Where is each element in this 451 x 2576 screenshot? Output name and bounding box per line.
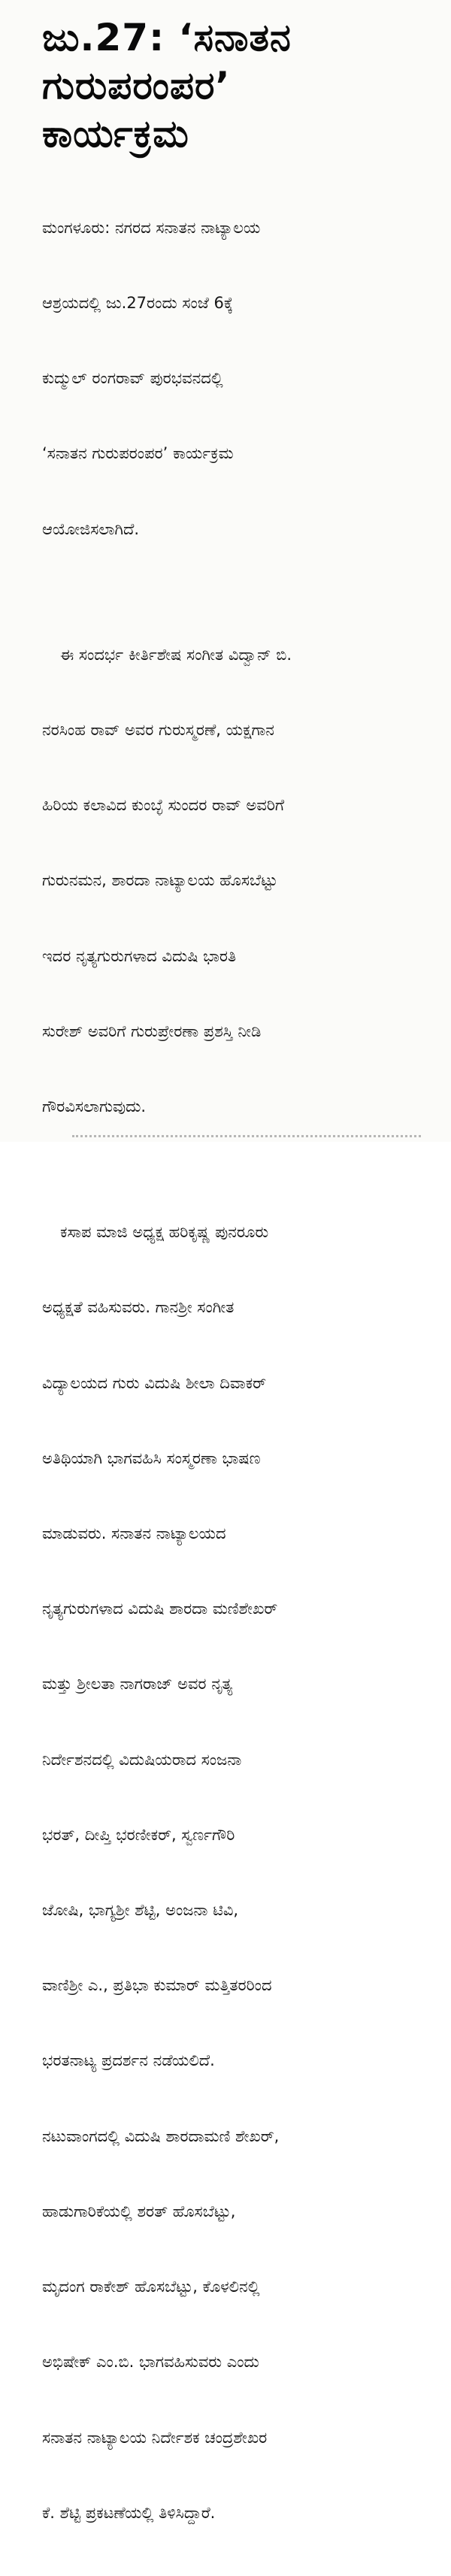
body-line: ವಿದ್ಯಾಲಯದ ಗುರು ವಿದುಷಿ ಶೀಲಾ ದಿವಾಕರ್ <box>42 1373 267 1392</box>
body-line: ಅತಿಥಿಯಾಗಿ ಭಾಗವಹಿಸಿ ಸಂಸ್ಮರಣಾ ಭಾಷಣ <box>42 1448 261 1467</box>
body-line: ಕೆ. ಶೆಟ್ಟಿ ಪ್ರಕಟಣೆಯಲ್ಲಿ ತಿಳಿಸಿದ್ದಾರೆ. <box>42 2503 216 2522</box>
article-body <box>42 165 422 2576</box>
body-line: ಆಯೋಜಿಸಲಾಗಿದೆ. <box>42 519 140 538</box>
body-line: ಹಾಡುಗಾರಿಕೆಯಲ್ಲಿ ಶರತ್ ಹೊಸಬೆಟ್ಟು, <box>42 2202 236 2220</box>
body-line: ನಟುವಾಂಗದಲ್ಲಿ ವಿದುಷಿ ಶಾರದಾಮಣಿ ಶೇಖರ್, <box>42 2126 280 2145</box>
cropped-next-article-edge <box>72 1135 421 1142</box>
body-line: ಮತ್ತು ಶ್ರೀಲತಾ ನಾಗರಾಜ್ ಅವರ ನೃತ್ಯ <box>42 1675 233 1694</box>
paragraph-programme <box>42 1170 422 2576</box>
body-line: ಗುರುನಮನ, ಶಾರದಾ ನಾಟ್ಯಾಲಯ ಹೊಸಬೆಟ್ಟು <box>42 871 278 890</box>
paragraph-honours <box>42 592 422 1170</box>
body-line: ಕುದ್ಮುಲ್ ರಂಗರಾವ್ ಪುರಭವನದಲ್ಲಿ <box>42 369 223 388</box>
body-line: ಗೌರವಿಸಲಾಗುವುದು. <box>42 1097 147 1116</box>
body-line: ನಿರ್ದೇಶನದಲ್ಲಿ ವಿದುಷಿಯರಾದ ಸಂಜನಾ <box>42 1750 242 1769</box>
body-line: ಸನಾತನ ನಾಟ್ಯಾಲಯ ನಿರ್ದೇಶಕ ಚಂದ್ರಶೇಖರ <box>42 2428 268 2447</box>
body-line: ಭರತ್, ದೀಪ್ತಿ ಭರಣೀಕರ್, ಸ್ವರ್ಣಗೌರಿ <box>42 1825 235 1844</box>
body-line: ನರಸಿಂಹ ರಾವ್ ಅವರ ಗುರುಸ್ಮರಣೆ, ಯಕ್ಷಗಾನ <box>42 720 274 739</box>
body-line: ಅಧ್ಯಕ್ಷತೆ ವಹಿಸುವರು. ಗಾನಶ್ರೀ ಸಂಗೀತ <box>42 1298 235 1317</box>
headline-line-2: ಗುರುಪರಂಪರ’ <box>42 64 231 107</box>
body-line: ಇದರ ನೃತ್ಯಗುರುಗಳಾದ ವಿದುಷಿ ಭಾರತಿ <box>42 946 237 965</box>
body-line: ಭರತನಾಟ್ಯ ಪ್ರದರ್ಶನ ನಡೆಯಲಿದೆ. <box>42 2051 215 2070</box>
headline-line-3: ಕಾರ್ಯಕ್ರಮ <box>42 112 189 156</box>
body-line: ಅಭಿಷೇಕ್ ಎಂ.ಬಿ. ಭಾಗವಹಿಸುವರು ಎಂದು <box>42 2353 259 2372</box>
body-line: ವಾಣಿಶ್ರೀ ಎ., ಪ್ರತಿಭಾ ಕುಮಾರ್ ಮತ್ತಿತರರಿಂದ <box>42 1976 272 1995</box>
body-line: ಆಶ್ರಯದಲ್ಲಿ ಜು.27ರಂದು ಸಂಜೆ 6ಕ್ಕೆ <box>42 294 234 313</box>
paragraph-intro <box>42 165 422 592</box>
body-line: ಮಂಗಳೂರು: ನಗರದ ಸನಾತನ ನಾಟ್ಯಾಲಯ <box>42 218 261 237</box>
body-line: ಈ ಸಂದರ್ಭ ಕೀರ್ತಿಶೇಷ ಸಂಗೀತ ವಿದ್ವಾನ್ ಬಿ. <box>60 645 292 664</box>
body-line: ಹಿರಿಯ ಕಲಾವಿದ ಕುಂಬ್ಳೆ ಸುಂದರ ರಾವ್ ಅವರಿಗೆ <box>42 796 285 815</box>
body-line: ಸುರೇಶ್ ಅವರಿಗೆ ಗುರುಪ್ರೇರಣಾ ಪ್ರಶಸ್ತಿ ನೀಡಿ <box>42 1022 262 1040</box>
headline <box>42 14 422 158</box>
body-line: ನೃತ್ಯಗುರುಗಳಾದ ವಿದುಷಿ ಶಾರದಾ ಮಣಿಶೇಖರ್ <box>42 1600 278 1618</box>
body-line: ಜೋಷಿ, ಭಾಗ್ಯಶ್ರೀ ಶೆಟ್ಟಿ, ಅಂಜನಾ ಟಿವಿ, <box>42 1901 239 1920</box>
headline-line-1: ಜು.27: ‘ಸನಾತನ <box>42 16 292 59</box>
body-line: ಮೃದಂಗ ರಾಕೇಶ್ ಹೊಸಬೆಟ್ಟು, ಕೊಳಲಿನಲ್ಲಿ <box>42 2278 260 2296</box>
body-line: ಮಾಡುವರು. ಸನಾತನ ನಾಟ್ಯಾಲಯದ <box>42 1524 226 1542</box>
body-line: ‘ಸನಾತನ ಗುರುಪರಂಪರ’ ಕಾರ್ಯಕ್ರಮ <box>42 444 234 463</box>
body-line: ಕಸಾಪ ಮಾಜಿ ಅಧ್ಯಕ್ಷ ಹರಿಕೃಷ್ಣ ಪುನರೂರು <box>60 1223 269 1242</box>
